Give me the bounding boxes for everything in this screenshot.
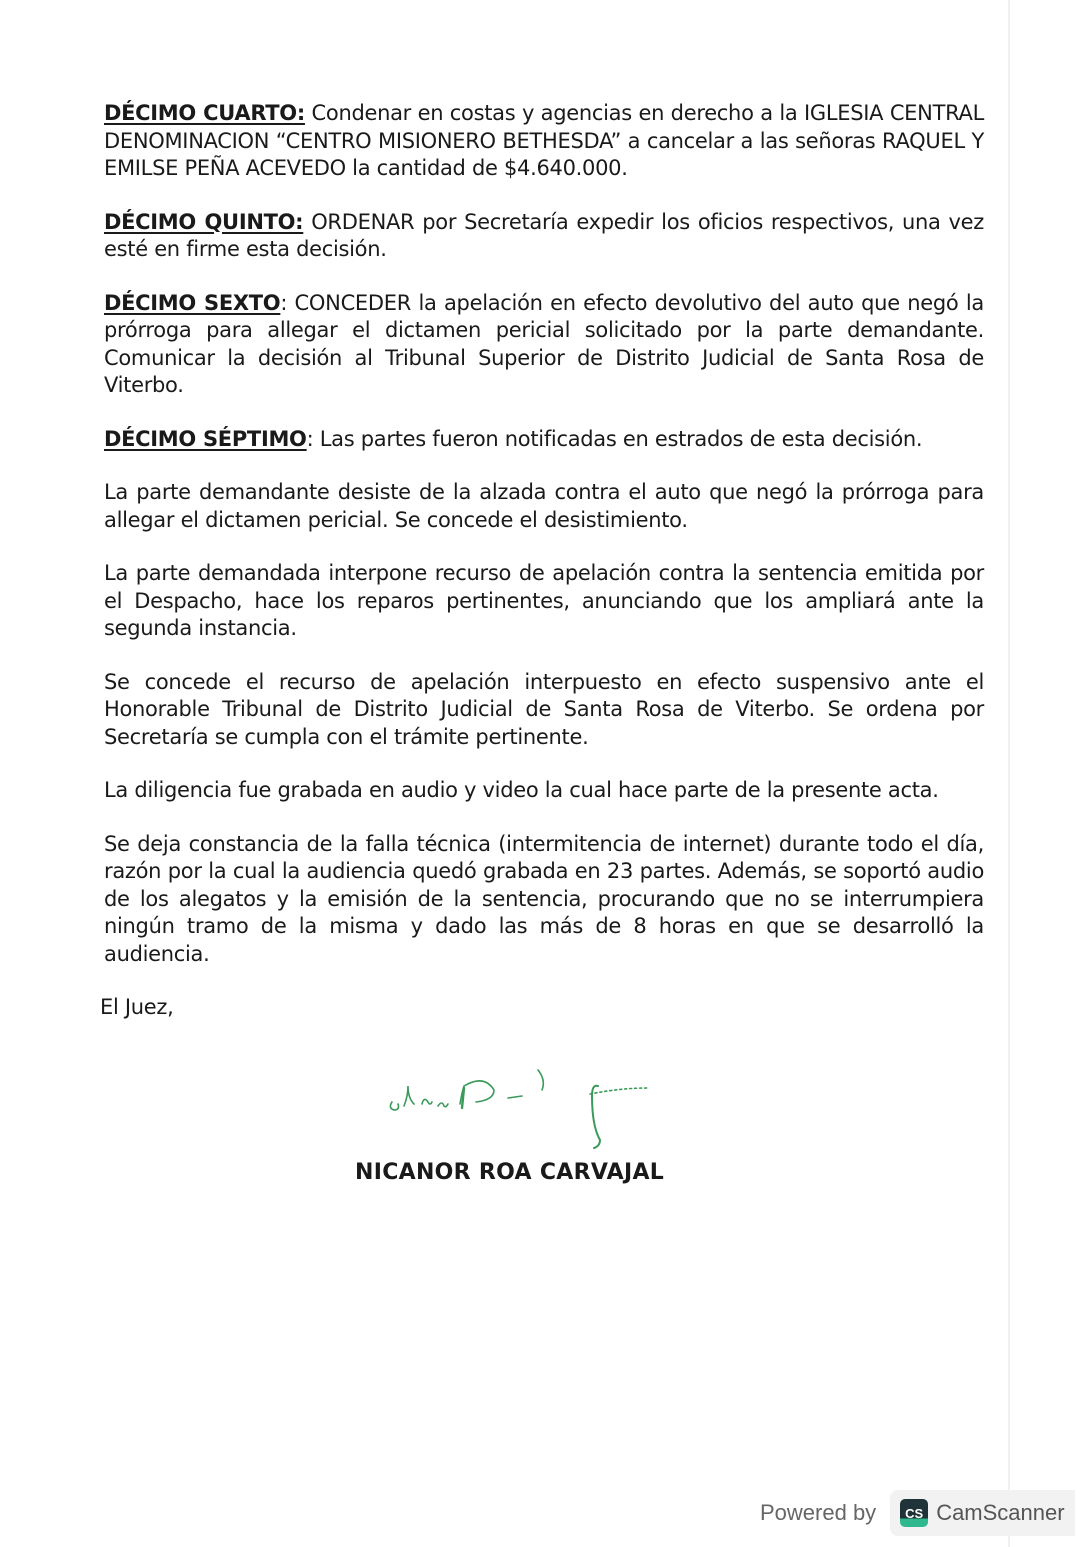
paragraph-decimo-septimo — [104, 426, 984, 454]
paragraph-decimo-cuarto — [104, 100, 984, 183]
paragraph-text: Condenar en costas y agencias en derecho a la IGLESIA CENTRAL DENOMINACION “CENTRO MISIONERO BETHESDA” a cancelar a las señoras RAQUEL Y EMILSE PEÑA ACEVEDO la cantidad de $4.640.000. — [104, 101, 984, 180]
paragraph-constancia: Se deja constancia de la falla técnica (intermitencia de internet) durante todo el día, razón por la cual la audiencia quedó grabada en 23 partes. Además, se soportó audio de los alegatos y la emisión de la sentencia, procurando que no se interrumpiera ningún tramo de la misma y dado las más de 8 horas en que se desarrolló la audiencia. — [104, 831, 984, 966]
paragraph-concede-recurso: Se concede el recurso de apelación interpuesto en efecto suspensivo ante el Honorable Tribunal de Distrito Judicial de Santa Rosa de Viterbo. Se ordena por Secretaría se cumpla con el trámite pertinente. — [104, 669, 984, 749]
paragraph-heading: DÉCIMO SÉPTIMO — [104, 426, 307, 451]
paragraph-text: : Las partes fueron notificadas en estrados de esta decisión. — [306, 426, 923, 451]
paragraph-text: : CONCEDER la apelación en efecto devolutivo del auto que negó la prórroga para allegar el dictamen pericial solicitado por la parte demandante. Comunicar la decisión al Tribunal Superior de Distrito Judicial de Santa Rosa de Viterbo. — [104, 290, 984, 397]
camscanner-logo-icon: CS — [900, 1499, 928, 1527]
camscanner-brand: CamScanner — [936, 1500, 1065, 1525]
judge-signature — [380, 1060, 660, 1150]
page-edge — [1008, 0, 1010, 1547]
paragraph-recurso-demandada: La parte demandada interpone recurso de apelación contra la sentencia emitida por el Despacho, hace los reparos pertinentes, anunciando que los ampliará ante la segunda instancia. — [104, 561, 984, 640]
document-body — [100, 100, 984, 1022]
camscanner-badge — [890, 1490, 1074, 1536]
paragraph-text: ORDENAR por Secretaría expedir los oficios respectivos, una vez esté en firme esta decisión. — [104, 209, 984, 261]
paragraph-desistimiento: La parte demandante desiste de la alzada contra el auto que negó la prórroga para allegar el dictamen pericial. Se concede el desistimiento. — [104, 480, 984, 532]
powered-by-label: Powered by — [760, 1500, 877, 1525]
paragraph-decimo-quinto — [104, 209, 984, 264]
paragraph-grabacion: La diligencia fue grabada en audio y video la cual hace parte de la presente acta. — [104, 778, 939, 802]
judge-name: NICANOR ROA CARVAJAL — [355, 1160, 665, 1185]
paragraph-heading: DÉCIMO SEXTO — [104, 290, 281, 315]
paragraph-heading: DÉCIMO QUINTO: — [104, 209, 304, 234]
closing-line: El Juez, — [100, 995, 174, 1019]
paragraph-heading: DÉCIMO CUARTO: — [104, 101, 305, 125]
paragraph-decimo-sexto — [104, 290, 984, 400]
camscanner-watermark — [760, 1490, 1075, 1536]
